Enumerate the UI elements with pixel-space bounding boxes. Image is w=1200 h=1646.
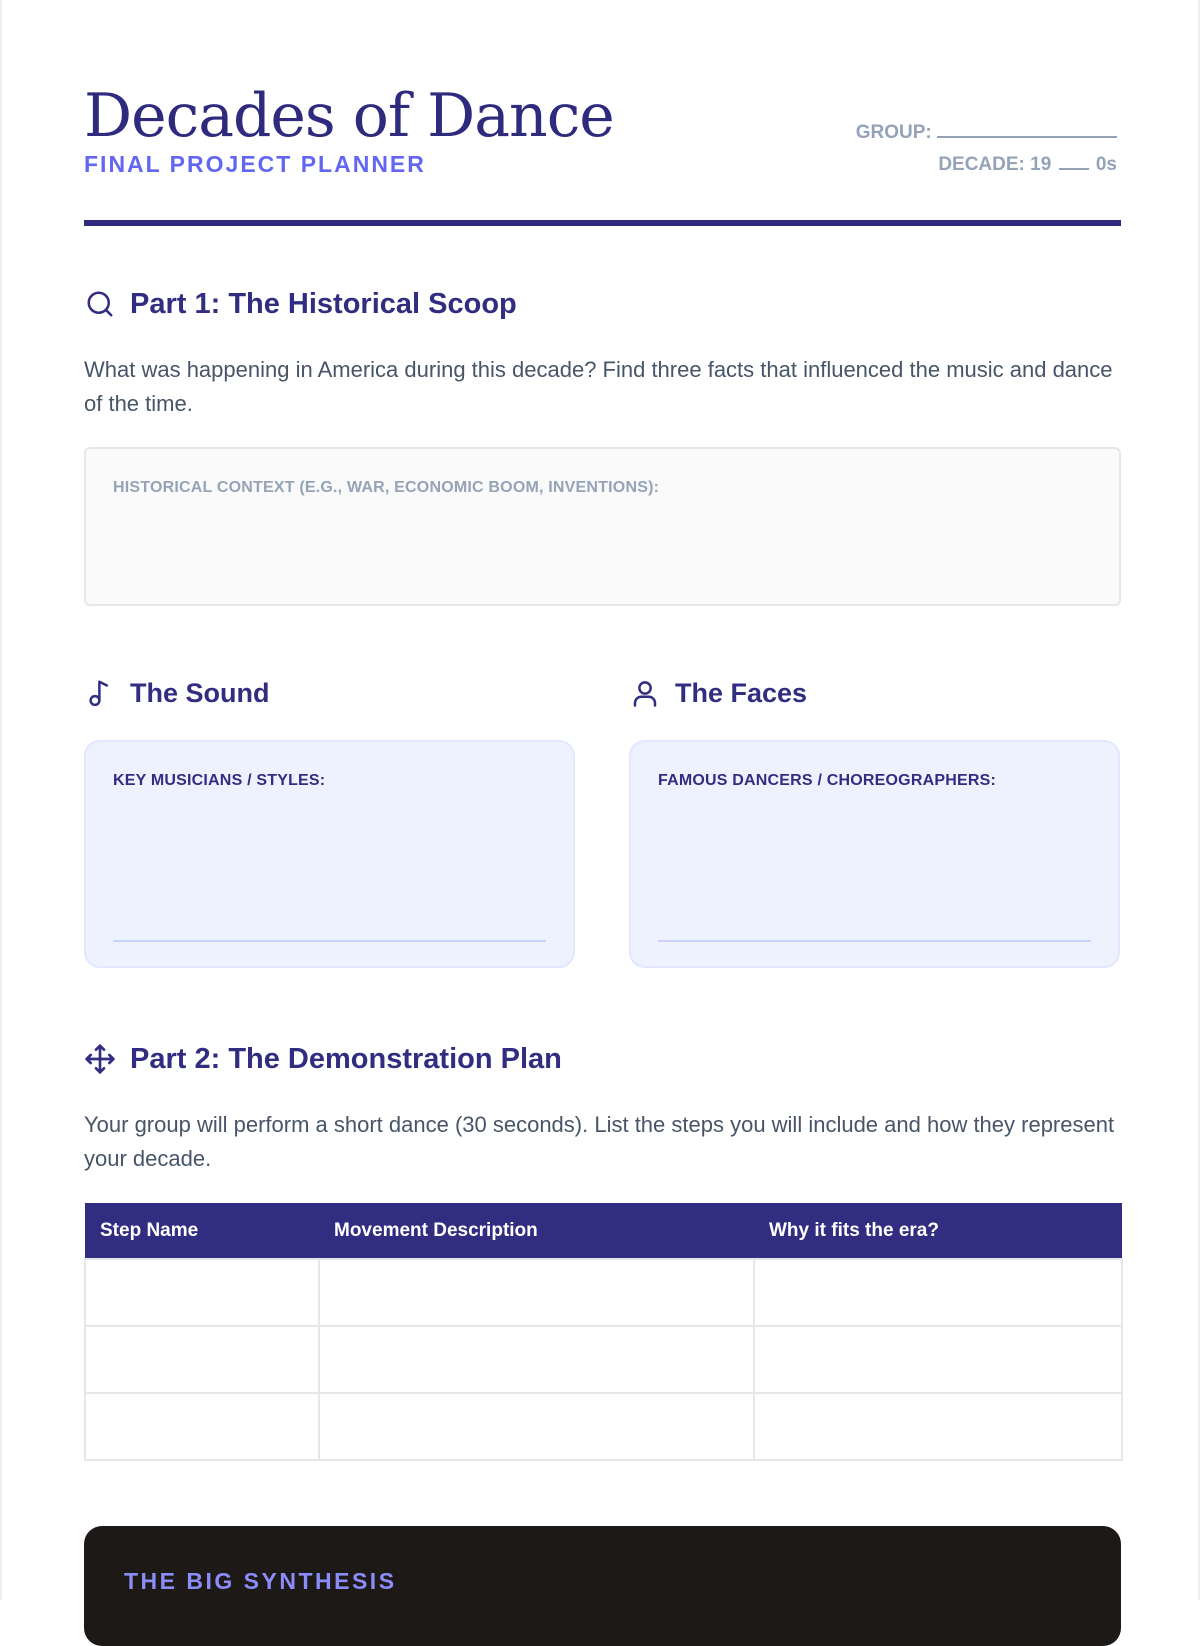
person-icon <box>629 677 661 709</box>
sound-title: The Sound <box>130 678 270 708</box>
group-blank[interactable] <box>937 120 1117 138</box>
search-icon <box>84 288 116 320</box>
decade-blank[interactable] <box>1059 154 1089 170</box>
table-row <box>85 1393 1122 1460</box>
page-title: Decades of Dance <box>84 81 614 151</box>
sound-write-line <box>113 940 546 942</box>
table-cell[interactable] <box>319 1326 754 1393</box>
sound-card-label: KEY MUSICIANS / STYLES: <box>113 772 326 789</box>
part2-description: Your group will perform a short dance (30 seconds). List the steps you will include and how they represent your decade. <box>84 1112 1115 1171</box>
table-header-row <box>85 1203 1122 1259</box>
synthesis-title: THE BIG SYNTHESIS <box>124 1568 397 1594</box>
decade-field <box>938 154 1117 176</box>
part2-title: Part 2: The Demonstration Plan <box>130 1043 562 1075</box>
part1-title: Part 1: The Historical Scoop <box>130 288 517 320</box>
synthesis-panel <box>84 1526 1121 1646</box>
decade-suffix: 0s <box>1095 154 1117 175</box>
demonstration-table <box>84 1203 1123 1461</box>
group-label: GROUP: <box>855 122 932 143</box>
historical-context-box[interactable] <box>84 447 1121 606</box>
table-cell[interactable] <box>754 1393 1122 1460</box>
table-cell[interactable] <box>85 1259 319 1326</box>
header-movement-description: Movement Description <box>319 1203 754 1259</box>
sound-heading <box>84 676 269 710</box>
table-cell[interactable] <box>754 1326 1122 1393</box>
table-cell[interactable] <box>85 1393 319 1460</box>
historical-context-label: HISTORICAL CONTEXT (E.G., WAR, ECONOMIC BOOM, INVENTIONS): <box>113 479 660 496</box>
page-subtitle: FINAL PROJECT PLANNER <box>84 151 426 177</box>
faces-heading <box>629 676 807 710</box>
table-cell[interactable] <box>85 1326 319 1393</box>
table-row <box>85 1326 1122 1393</box>
header-divider <box>84 220 1121 226</box>
faces-write-line <box>658 940 1091 942</box>
faces-card-label: FAMOUS DANCERS / CHOREOGRAPHERS: <box>658 772 996 789</box>
table-row <box>85 1259 1122 1326</box>
part2-heading <box>84 1041 562 1077</box>
decade-prefix: DECADE: 19 <box>938 154 1052 175</box>
part1-description: What was happening in America during this decade? Find three facts that influenced the music and dance of the time. <box>84 357 1113 416</box>
faces-title: The Faces <box>675 678 808 708</box>
group-field <box>856 120 1117 144</box>
table-cell[interactable] <box>319 1393 754 1460</box>
header-why-era: Why it fits the era? <box>754 1203 1122 1259</box>
sound-card[interactable] <box>84 740 575 968</box>
table-cell[interactable] <box>754 1259 1122 1326</box>
music-note-icon <box>84 677 116 709</box>
part1-heading <box>84 286 517 322</box>
faces-card[interactable] <box>629 740 1120 968</box>
header-step-name: Step Name <box>85 1203 319 1259</box>
table-cell[interactable] <box>319 1259 754 1326</box>
move-arrows-icon <box>84 1043 116 1075</box>
